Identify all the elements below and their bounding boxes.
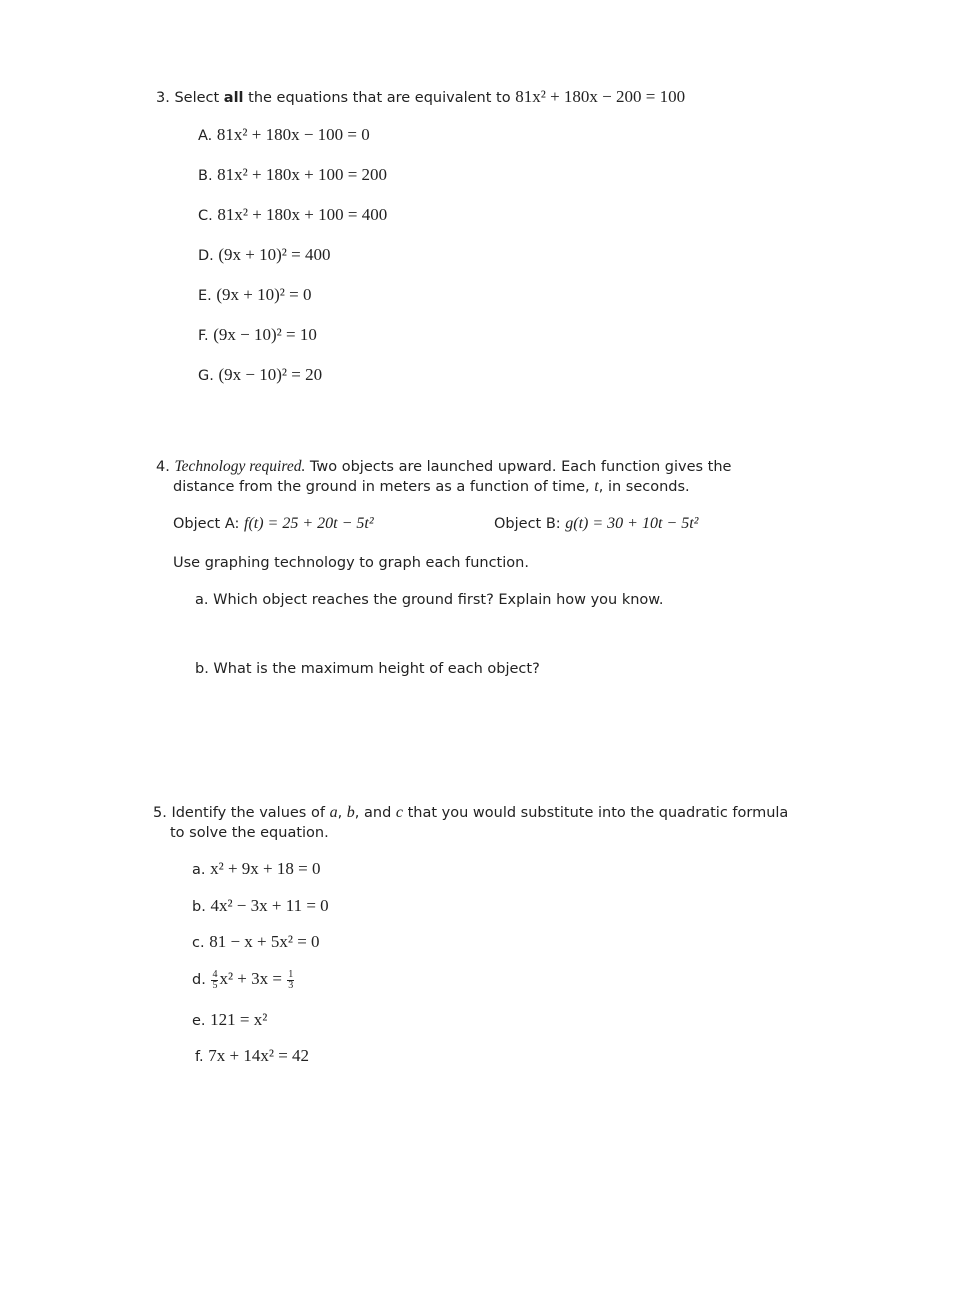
q4-tag: Technology required. [174, 458, 306, 475]
q4-object-b [494, 514, 698, 534]
q5-item-e [192, 1010, 267, 1031]
q5-item-b [192, 896, 329, 917]
q4-instruction: Use graphing technology to graph each function. [173, 555, 529, 571]
q5-item-equation: 7x + 14x² = 42 [208, 1046, 310, 1065]
q5-item-label: f. [195, 1049, 204, 1065]
q3-option-equation: (9x − 10)² = 20 [218, 365, 323, 384]
q5-intro-line2: to solve the equation. [170, 825, 329, 841]
q3-option-equation: (9x + 10)² = 400 [218, 245, 331, 264]
q4-object-a-function: f(t) = 25 + 20t − 5t² [244, 515, 374, 532]
q3-option-a [198, 125, 370, 146]
q5-item-label: a. [192, 862, 206, 878]
q3-prompt-equation: 81x² + 180x − 200 = 100 [515, 87, 686, 106]
q3-option-label: A. [198, 128, 213, 144]
q5-item-label: b. [192, 899, 206, 915]
q5-item-label: e. [192, 1013, 206, 1029]
q5-sep2: , and [354, 805, 396, 821]
q5-item-label: d. [192, 972, 206, 988]
q5-item-equation: 4x² − 3x + 11 = 0 [210, 896, 329, 915]
q5-item-f [195, 1046, 309, 1067]
q3-option-c [198, 205, 387, 226]
q3-option-b [198, 165, 387, 186]
q4-text2-post: , in seconds. [598, 479, 690, 495]
q4-part-a: a. Which object reaches the ground first? Explain how you know. [195, 592, 664, 608]
q4-intro-line2 [173, 477, 690, 497]
q3-prompt-post: the equations that are equivalent to [243, 90, 516, 106]
q3-option-equation: 81x² + 180x + 100 = 400 [217, 205, 388, 224]
q5-item-label: c. [192, 935, 205, 951]
q3-prompt-pre: 3. Select [156, 90, 224, 106]
q5-item-a [192, 859, 320, 880]
fraction-numerator: 4 [212, 968, 218, 980]
q5-item-d [192, 969, 295, 991]
q4-object-b-function: g(t) = 30 + 10t − 5t² [565, 515, 699, 532]
q3-option-g [198, 365, 322, 386]
q5-var-b: b [346, 804, 355, 821]
q3-option-equation: 81x² + 180x + 100 = 200 [217, 165, 388, 184]
q4-part-b: b. What is the maximum height of each object? [195, 661, 540, 677]
q5-item-c [192, 932, 320, 953]
q5-var-c: c [395, 804, 403, 821]
fraction-four-fifths [211, 970, 218, 991]
q5-text1-post: that you would substitute into the quadratic formula [403, 805, 789, 821]
q3-prompt [156, 87, 685, 108]
q3-option-e [198, 285, 311, 306]
q5-item-equation: x² + 9x + 18 = 0 [210, 859, 321, 878]
q4-text2-pre: distance from the ground in meters as a function of time, [173, 479, 595, 495]
fraction-numerator: 1 [288, 968, 294, 980]
q4-number: 4. [156, 459, 170, 475]
q3-option-f [198, 325, 317, 346]
q3-option-equation: 81x² + 180x − 100 = 0 [216, 125, 370, 144]
q5-var-a: a [329, 804, 338, 821]
q5-item-equation: 81 − x + 5x² = 0 [209, 932, 320, 951]
fraction-denominator: 3 [288, 979, 294, 991]
q5-intro-line1 [153, 803, 788, 823]
q3-option-label: D. [198, 248, 214, 264]
q3-option-label: B. [198, 168, 213, 184]
q4-object-a-label: Object A: [173, 516, 244, 532]
q4-text1: Two objects are launched upward. Each function gives the [305, 459, 732, 475]
q4-object-a [173, 514, 374, 534]
q4-object-b-label: Object B: [494, 516, 566, 532]
fraction-denominator: 5 [212, 979, 218, 991]
q3-prompt-bold: all [223, 90, 244, 106]
fraction-one-third [287, 970, 294, 991]
q4-intro-line1 [156, 457, 731, 477]
q5-item-equation: 121 = x² [210, 1010, 268, 1029]
q5-item-equation: x² + 3x = [219, 969, 287, 988]
q3-option-equation: (9x + 10)² = 0 [216, 285, 312, 304]
q5-sep1: , [337, 805, 347, 821]
q3-option-label: E. [198, 288, 212, 304]
q3-option-label: G. [198, 368, 214, 384]
q3-option-label: F. [198, 328, 209, 344]
q3-option-label: C. [198, 208, 213, 224]
q4-var-t: t [594, 478, 599, 495]
q5-text1-pre: 5. Identify the values of [153, 805, 330, 821]
q3-option-d [198, 245, 330, 266]
q3-option-equation: (9x − 10)² = 10 [213, 325, 317, 344]
